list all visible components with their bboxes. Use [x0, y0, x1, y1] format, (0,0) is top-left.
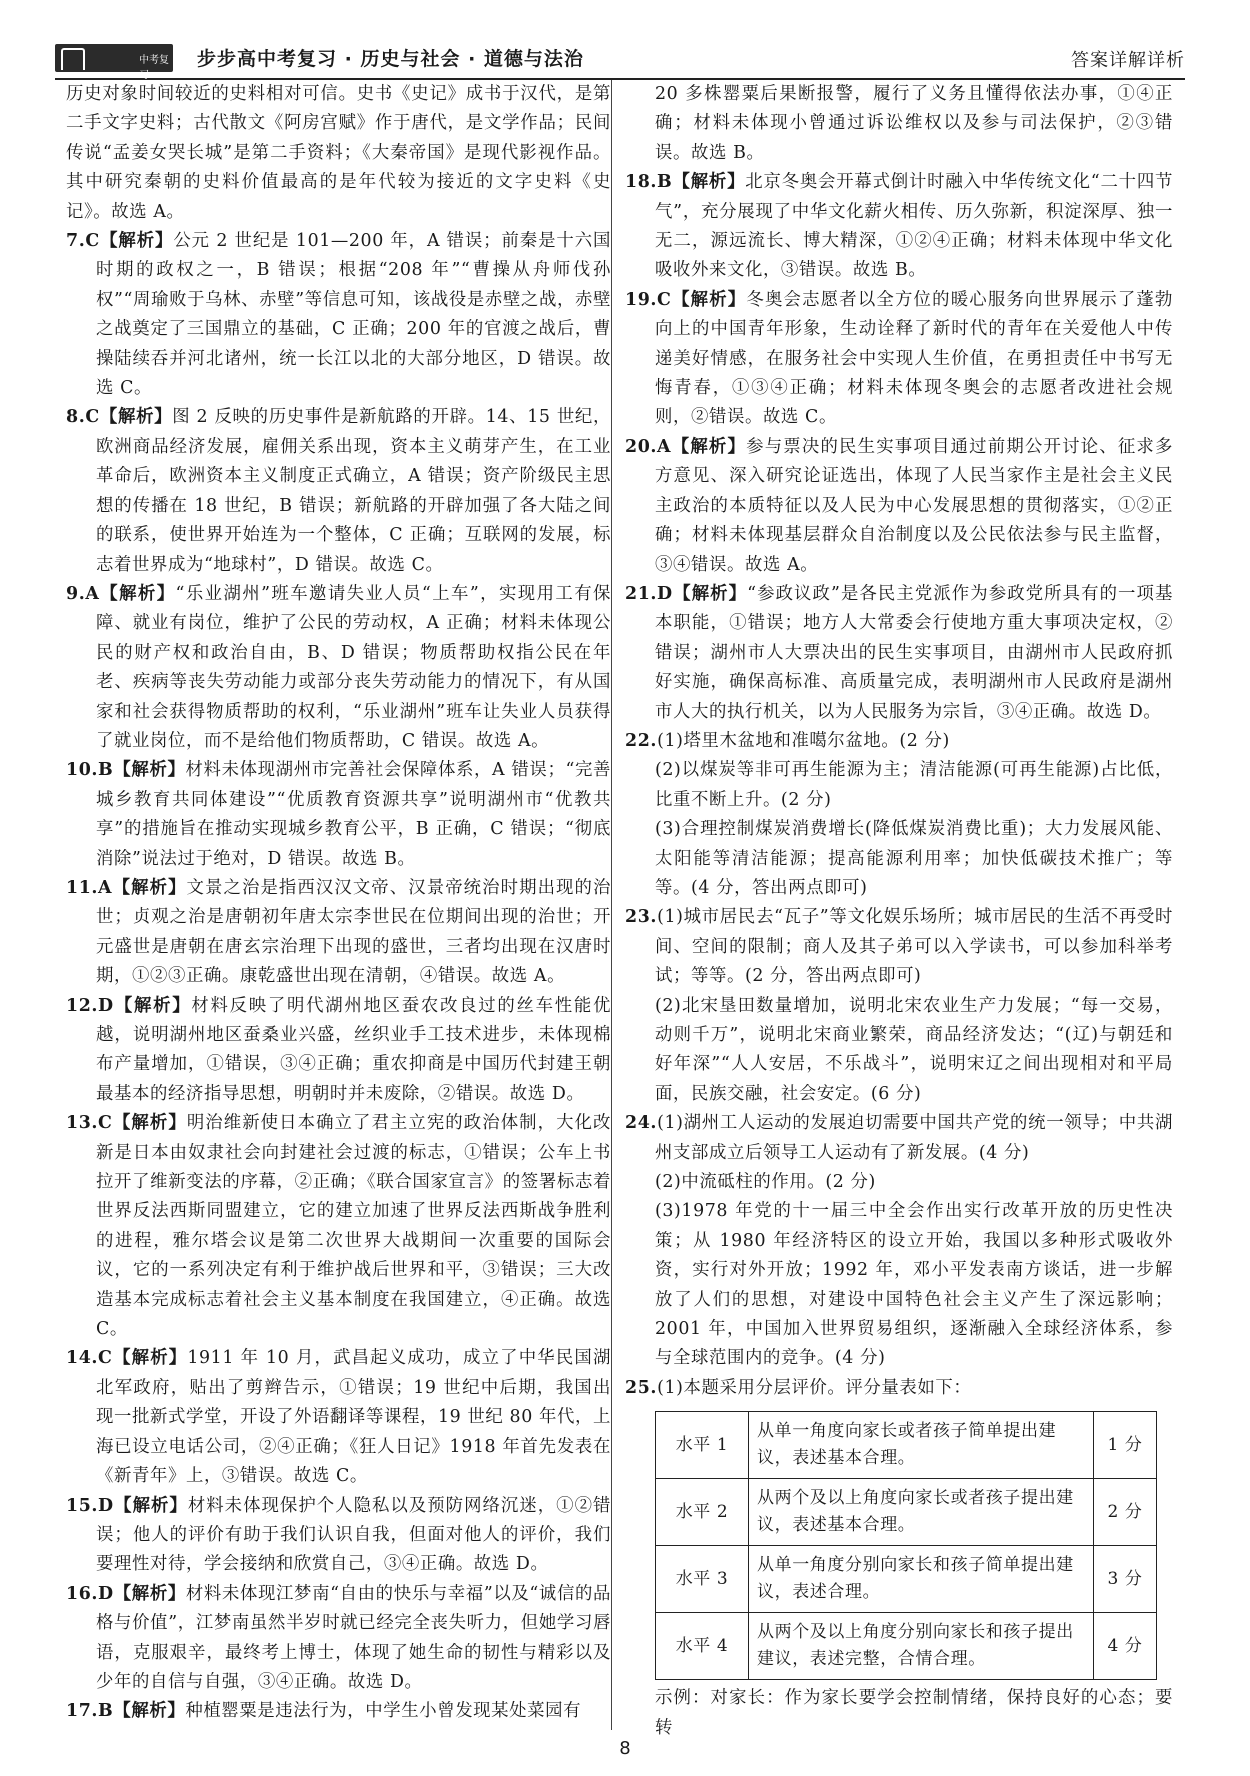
- question-number: 25.: [625, 1377, 658, 1398]
- answer-text: (2)中流砥柱的作用。(2 分): [655, 1172, 876, 1193]
- analysis-tag: 【解析】: [113, 1583, 186, 1604]
- answer-text: 公元 2 世纪是 101—200 年，A 错误；前秦是十六国时期的政权之一，B 错误；根据“208 年”“曹操从舟师伐孙权”“周瑜败于乌林、赤壁”等信息可知，该战役是赤壁之战，赤壁之战奠定了三国鼎立的基础，C 正确；200 年的官渡之战后，曹操陆续吞并河北诸州，统一长江以北的大部分地区，D 错误。故选 C。: [96, 231, 612, 399]
- analysis-tag: 【解析】: [113, 760, 186, 781]
- answer-item: [625, 580, 1173, 727]
- answer-item: [625, 756, 1173, 815]
- rubric-desc: 从两个及以上角度向家长或者孩子提出建议，表述基本合理。: [749, 1479, 1094, 1546]
- right-items: [625, 80, 1173, 1403]
- rubric-desc: 从两个及以上角度分别向家长和孩子提出建议，表述完整，合情合理。: [749, 1613, 1094, 1680]
- analysis-tag: 【解析】: [112, 1348, 188, 1369]
- answer-item: [66, 1580, 611, 1698]
- rubric-table: [655, 1411, 1157, 1680]
- analysis-tag: 【解析】: [113, 995, 192, 1016]
- question-number: 18.B: [625, 172, 673, 193]
- answer-item: [66, 1109, 611, 1344]
- question-number: 15.D: [66, 1495, 114, 1516]
- answer-item: [66, 1697, 611, 1726]
- question-number: 13.C: [66, 1113, 113, 1134]
- answer-item: [66, 227, 611, 403]
- analysis-tag: 【解析】: [113, 1495, 188, 1516]
- right-column: [625, 80, 1173, 1743]
- question-number: 9.A: [66, 583, 100, 604]
- rubric-row: [656, 1613, 1157, 1680]
- answer-text: 历史对象时间较近的史料相对可信。史书《史记》成书于汉代，是第二手文字史料；古代散文《阿房宫赋》作于唐代，是文学作品；民间传说“孟姜女哭长城”是第二手资料；《大秦帝国》是现代影视作品。其中研究秦朝的史料价值最高的是年代较为接近的文字史料《史记》。故选 A。: [66, 84, 611, 222]
- analysis-tag: 【解析】: [112, 877, 187, 898]
- header-section-label: 答案详解详析: [1071, 50, 1185, 71]
- analysis-tag: 【解析】: [112, 1113, 187, 1134]
- answer-text: (2)以煤炭等非可再生能源为主；清洁能源(可再生能源)占比低，比重不断上升。(2 分): [655, 760, 1173, 810]
- pavilion-icon: [61, 48, 85, 70]
- answer-text: “乐业湖州”班车邀请失业人员“上车”，实现用工有保障、就业有岗位，维护了公民的劳动权，A 正确；材料未体现公民的财产权和政治自由，B、D 错误；物质帮助权指公民在年老、疾病等丧失劳动能力或部分丧失劳动能力的情况下，有从国家和社会获得物质帮助的权利，“乐业湖州”班车让失业人员获得了就业岗位，而不是给他们物质帮助，C 错误。故选 A。: [96, 583, 611, 751]
- answer-text: “参政议政”是各民主党派作为参政党所具有的一项基本职能，①错误；地方人大常委会行使地方重大事项决定权，②错误；湖州市人大票决出的民生实事项目，由湖州市人民政府抓好实施，确保高标准、高质量完成，表明湖州市人民政府是湖州市人大的执行机关，以为人民服务为宗旨，③④正确。故选 D。: [655, 583, 1173, 722]
- answer-item: [625, 168, 1173, 286]
- analysis-tag: 【解析】: [99, 583, 176, 604]
- answer-item: [66, 580, 611, 756]
- answer-text: 参与票决的民生实事项目通过前期公开讨论、征求多方意见、深入研究论证选出，体现了人民当家作主是社会主义民主政治的本质特征以及人民为中心发展思想的贯彻落实，①②正确；材料未体现基层群众自治制度以及公民依法参与民主监督，③④错误。故选 A。: [655, 436, 1173, 575]
- answer-text: (1)塔里木盆地和准噶尔盆地。(2 分): [657, 730, 950, 751]
- question-number: 7.C: [66, 231, 100, 252]
- rubric-desc: 从单一角度向家长或者孩子简单提出建议，表述基本合理。: [749, 1412, 1094, 1479]
- answer-text: 文景之治是指西汉汉文帝、汉景帝统治时期出现的治世；贞观之治是唐朝初年唐太宗李世民在位期间出现的治世；开元盛世是唐朝在唐玄宗治理下出现的盛世，三者均出现在汉唐时期，①②③正确。康乾盛世出现在清朝，④错误。故选 A。: [96, 877, 611, 987]
- answer-item: [66, 874, 611, 992]
- example-text: 示例：对家长：作为家长要学会控制情绪，保持良好的心态；要转: [655, 1688, 1173, 1738]
- answer-text: 北京冬奥会开幕式倒计时融入中华传统文化“二十四节气”，充分展现了中华文化薪火相传、历久弥新，积淀深厚、独一无二，源远流长、博大精深，①②④正确；材料未体现中华文化吸收外来文化，③错误。故选 B。: [655, 172, 1174, 281]
- answer-item: [625, 903, 1173, 991]
- publisher-logo: [55, 44, 173, 81]
- answer-item: [66, 1344, 611, 1491]
- header-title: 步步高中考复习 · 历史与社会 · 道德与法治: [197, 48, 584, 70]
- question-number: 12.D: [66, 995, 114, 1016]
- rubric-level: 水平 3: [656, 1546, 749, 1613]
- question-number: 23.: [625, 907, 658, 928]
- question-number: 21.D: [625, 583, 673, 604]
- answer-item: [625, 1109, 1173, 1168]
- answer-item: [66, 403, 611, 579]
- question-number: 19.C: [625, 289, 672, 310]
- answer-item: [625, 1197, 1173, 1373]
- answer-text: 材料未体现江梦南“自由的快乐与幸福”以及“诚信的品格与价值”，江梦南虽然半岁时就已经完全丧失听力，但她学习唇语，克服艰辛，最终考上博士，体现了她生命的韧性与精彩以及少年的自信与自强，③④正确。故选 D。: [96, 1583, 611, 1692]
- question-number: 16.D: [66, 1583, 114, 1604]
- rubric-score: 2 分: [1094, 1479, 1157, 1546]
- rubric-level: 水平 4: [656, 1613, 749, 1680]
- answer-item: [625, 992, 1173, 1110]
- answer-text: (3)合理控制煤炭消费增长(降低煤炭消费比重)；大力发展风能、太阳能等清洁能源；提高能源利用率；加快低碳技术推广；等等。(4 分，答出两点即可): [655, 819, 1173, 898]
- analysis-tag: 【解析】: [671, 436, 747, 457]
- rubric-score: 3 分: [1094, 1546, 1157, 1613]
- answer-text: 材料反映了明代湖州地区蚕农改良过的丝车性能优越，说明湖州地区蚕桑业兴盛，丝织业手工技术进步，未体现棉布产量增加，①错误，③④正确；重农抑商是中国历代封建王朝最基本的经济指导思想，明朝时并未废除，②错误。故选 D。: [96, 995, 612, 1104]
- rubric-row: [656, 1479, 1157, 1546]
- question-number: 11.A: [66, 877, 113, 898]
- answer-item: [625, 286, 1173, 433]
- answer-item: [625, 815, 1173, 903]
- answer-text: 图 2 反映的历史事件是新航路的开辟。14、15 世纪，欧洲商品经济发展，雇佣关系出现，资本主义萌芽产生，在工业革命后，欧洲资本主义制度正式确立，A 错误；资产阶级民主思想的传播在 18 世纪，B 错误；新航路的开辟加强了各大陆之间的联系，使世界开始连为一个整体，C 正确；互联网的发展，标志着世界成为“地球村”，D 错误。故选 C。: [96, 407, 611, 575]
- analysis-tag: 【解析】: [99, 231, 174, 252]
- answer-item: [625, 1168, 1173, 1197]
- analysis-tag: 【解析】: [113, 1701, 186, 1722]
- left-column: [66, 80, 611, 1727]
- answer-text: 冬奥会志愿者以全方位的暖心服务向世界展示了蓬勃向上的中国青年形象，生动诠释了新时代的青年在关爱他人中传递美好情感，在服务社会中实现人生价值，在勇担责任中书写无悔青春，①③④正确；材料未体现冬奥会的志愿者改进社会规则，②错误。故选 C。: [655, 289, 1173, 428]
- question-number: 20.A: [625, 436, 672, 457]
- rubric-level: 水平 2: [656, 1479, 749, 1546]
- answer-text: (1)本题采用分层评价。评分量表如下：: [657, 1377, 972, 1398]
- page-header: [55, 42, 1185, 80]
- analysis-tag: 【解析】: [672, 583, 748, 604]
- logo-text: 中考复习: [139, 55, 169, 81]
- answer-item: [625, 1374, 1173, 1403]
- answer-text: (1)城市居民去“瓦子”等文化娱乐场所；城市居民的生活不再受时间、空间的限制；商人及其子弟可以入学读书，可以参加科举考试；等等。(2 分，答出两点即可): [655, 907, 1173, 987]
- answer-item: [66, 80, 611, 227]
- rubric-level: 水平 1: [656, 1412, 749, 1479]
- rubric-row: [656, 1412, 1157, 1479]
- analysis-tag: 【解析】: [671, 289, 747, 310]
- answer-text: 20 多株罂粟后果断报警，履行了义务且懂得依法办事，①④正确；材料未体现小曾通过诉讼维权以及参与司法保护，②③错误。故选 B。: [655, 84, 1173, 163]
- answer-text: (2)北宋垦田数量增加，说明北宋农业生产力发展；“每一交易，动则千万”，说明北宋商业繁荣，商品经济发达；“(辽)与朝廷和好年深”“人人安居，不乐战斗”，说明宋辽之间出现相对和平局面，民族交融，社会安定。(6 分): [655, 995, 1173, 1104]
- rubric-desc: 从单一角度分别向家长和孩子简单提出建议，表述合理。: [749, 1546, 1094, 1613]
- column-divider: [611, 80, 612, 1730]
- question-number: 10.B: [66, 760, 114, 781]
- answer-text: 种植罂粟是违法行为，中学生小曾发现某处菜园有: [185, 1701, 582, 1722]
- question-number: 14.C: [66, 1348, 113, 1369]
- question-number: 8.C: [66, 407, 100, 428]
- analysis-tag: 【解析】: [672, 172, 746, 193]
- answer-item: [625, 80, 1173, 168]
- answer-text: (3)1978 年党的十一届三中全会作出实行改革开放的历史性决策；从 1980 年经济特区的设立开始，我国以多种形式吸收外资，实行对外开放；1992 年，邓小平发表南方谈话，进一步解放了人们的思想，对建设中国特色社会主义产生了深远影响；2001 年，中国加入世界贸易组织，逐渐融入全球经济体系，参与全球范围内的竞争。(4 分): [655, 1201, 1173, 1369]
- answer-text: 1911 年 10 月，武昌起义成功，成立了中华民国湖北军政府，贴出了剪辫告示，①错误；19 世纪中后期，我国出现一批新式学堂，开设了外语翻译等课程，19 世纪 80 年代，上海已设立电话公司，②④正确；《狂人日记》1918 年首先发表在《新青年》上，③错误。故选 C。: [96, 1348, 611, 1487]
- question-number: 22.: [625, 730, 658, 751]
- question-number: 17.B: [66, 1701, 114, 1722]
- answer-text: 材料未体现湖州市完善社会保障体系，A 错误；“完善城乡教育共同体建设”“优质教育资源共享”说明湖州市“优教共享”的措施旨在推动实现城乡教育公平，B 正确，C 错误；“彻底消除”说法过于绝对，D 错误。故选 B。: [96, 760, 611, 869]
- answer-item: [66, 1492, 611, 1580]
- page-number: 8: [619, 1738, 631, 1759]
- answer-text: 明治维新使日本确立了君主立宪的政治体制，大化改新是日本由奴隶社会向封建社会过渡的标志，①错误；公车上书拉开了维新变法的序幕，②正确；《联合国家宣言》的签署标志着世界反法西斯同盟建立，它的建立加速了世界反法西斯战争胜利的进程，雅尔塔会议是第二次世界大战期间一次重要的国际会议，它的一系列决定有利于维护战后世界和平，③错误；三大改造基本完成标志着社会主义基本制度在我国建立，④正确。故选 C。: [96, 1113, 611, 1340]
- rubric-score: 1 分: [1094, 1412, 1157, 1479]
- analysis-tag: 【解析】: [99, 407, 173, 428]
- answer-text: (1)湖州工人运动的发展迫切需要中国共产党的统一领导；中共湖州支部成立后领导工人运动有了新发展。(4 分): [655, 1113, 1173, 1163]
- answer-text: 材料未体现保护个人隐私以及预防网络沉迷，①②错误；他人的评价有助于我们认识自我，但面对他人的评价，我们要理性对待，学会接纳和欣赏自己，③④正确。故选 D。: [96, 1495, 611, 1575]
- question-number: 24.: [625, 1113, 658, 1134]
- answer-item: [625, 727, 1173, 756]
- answer-item: [66, 992, 611, 1110]
- rubric-row: [656, 1546, 1157, 1613]
- rubric-score: 4 分: [1094, 1613, 1157, 1680]
- answer-item: [625, 433, 1173, 580]
- answer-item: [66, 756, 611, 874]
